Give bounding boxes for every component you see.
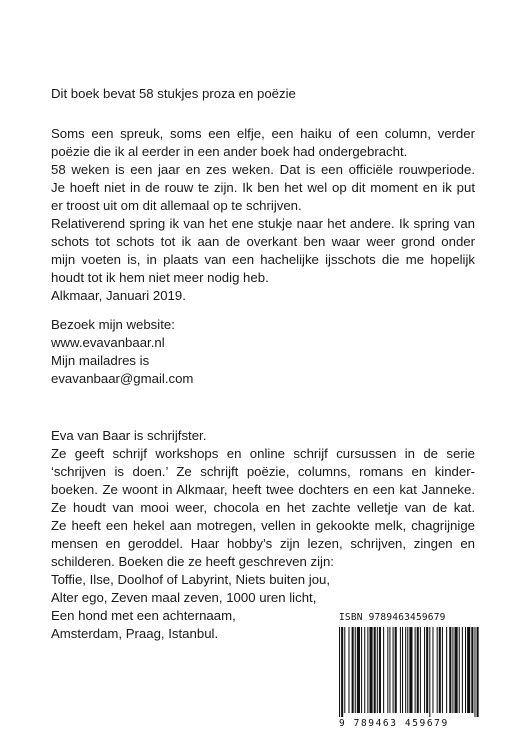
barcode-bar [432,627,433,713]
barcode-bar [449,627,451,713]
barcode-bar [426,627,428,713]
description-line: er troost uit om dit allemaal op te schrijven. [51,198,302,213]
bio-line: ‘schrijven is doen.’ Ze schrijft poëzie, columns, romans en kinder- [51,464,475,479]
website-label: Bezoek mijn website: [51,317,175,332]
barcode-bar [467,627,470,713]
book-list-line: Alter ego, Zeven maal zeven, 1000 uren licht, [51,590,317,605]
description-line: houdt tot ik hem niet meer nodig heb. [51,270,269,285]
barcode-bar [374,627,376,713]
book-list-line: Toffie, Ilse, Doolhof of Labyrint, Niets buiten jou, [51,572,331,587]
barcode-bar [389,627,390,713]
book-list-line: Amsterdam, Praag, Istanbul. [51,626,219,641]
barcode-bar [455,627,458,713]
website-url: www.evavanbaar.nl [51,335,165,350]
barcode-bar [393,627,394,713]
description-line: schots tot schots tot ik aan de overkant ben waar weer grond onder [51,234,475,249]
description-line: Relativerend spring ik van het ene stukje naar het andere. Ik spring van [51,216,475,231]
intro-line: Dit boek bevat 58 stukjes proza en poëzie [51,86,296,101]
barcode-bar [417,627,419,713]
book-list-line: Een hond met een achternaam, [51,608,236,623]
barcode-bar [424,627,425,713]
intro-text [51,85,475,103]
description-line: poëzie die ik al eerder in een ander boek had ondergebracht. [51,144,408,159]
email-label: Mijn mailadres is [51,353,150,368]
barcode-bar [465,627,466,713]
bio-line: mensen en geroddel. Haar hobby’s zijn lezen, schrijven, zingen en [51,536,475,551]
barcode-bar [420,627,421,713]
email-address: evavanbaar@gmail.com [51,371,194,386]
barcode-bar [339,627,340,717]
barcode-bar [446,627,447,713]
barcode-bar [459,627,460,713]
barcode-icon [336,627,482,717]
barcode-bar [477,627,479,717]
place-date-line: Alkmaar, Januari 2019. [51,288,186,303]
barcode-bar [348,627,349,713]
barcode-bar [367,627,368,713]
barcode-bar [364,627,365,713]
barcode-bar [395,627,397,713]
barcode-bar [357,627,360,713]
barcode-bar [452,627,453,713]
isbn-label: ISBN 9789463459679 [339,612,446,623]
barcode-bar [471,627,473,713]
contact-block [51,316,475,388]
description-line: 58 weken is een jaar en zes weken. Dat is een officiële rouwperiode. [51,162,475,177]
barcode-bar [400,627,401,713]
barcode-bar [462,627,463,713]
bio-line: Ze houdt van mooi weer, chocola en het zachte velletje van de kat. [51,500,475,515]
barcode-bar [439,627,441,713]
description-line: Je hoeft niet in de rouw te zijn. Ik ben het wel op dit moment en ik put [51,180,475,195]
barcode-bar [352,627,354,713]
bio-line: boeken. Ze woont in Alkmaar, heeft twee dochters en een kat Janneke. [51,482,475,497]
barcode-bar [409,627,412,713]
isbn-digits: 9 789463 459679 [339,718,449,729]
bio-line: Eva van Baar is schrijfster. [51,428,207,443]
bio-line: Ze heeft een hekel aan motregen, vellen in gekookte melk, chagrijnige [51,518,475,533]
barcode-bar [387,627,388,713]
barcode-bar [437,627,438,713]
barcode-bar [474,627,475,717]
barcode-bar [379,627,381,713]
barcode-bar [405,627,406,713]
description-line: mijn voeten is, in plaats van een hachelijke ijsschots die me hopelijk [51,252,475,267]
barcode-bar [442,627,443,713]
barcode-bar [407,627,408,713]
barcode-bar [429,627,430,717]
description-paragraph [51,125,475,305]
bio-line: Ze geeft schrijf workshops en online schrijf cursussen in de serie [51,446,475,461]
barcode-bar [341,627,343,717]
barcode-bar [377,627,378,713]
barcode-bar [383,627,384,713]
barcode-bar [355,627,356,713]
barcode-bar [369,627,372,713]
barcode-bar [361,627,362,713]
barcode-bar [415,627,416,713]
barcode-bar [344,627,345,713]
barcode-bar [402,627,403,713]
description-line: Soms een spreuk, soms een elfje, een haiku of een column, verder [51,126,475,141]
bio-line: schilderen. Boeken die ze heeft geschreven zijn: [51,554,334,569]
